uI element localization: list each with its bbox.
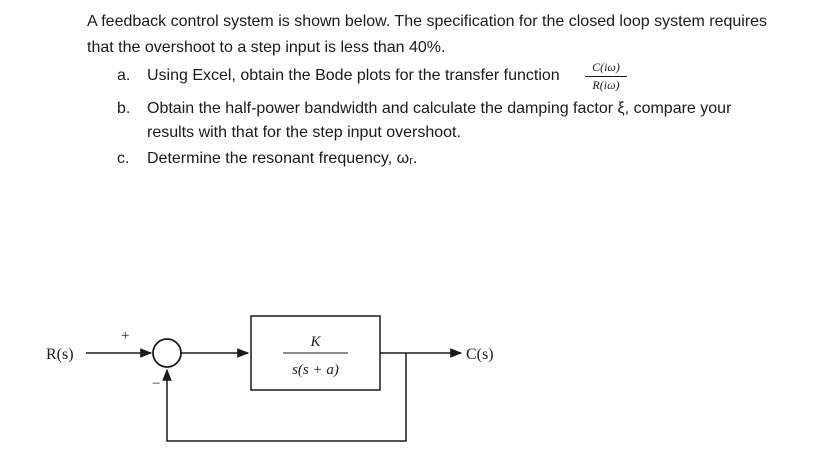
input-label: R(s) [46, 346, 74, 363]
intro-line-2: that the overshoot to a step input is less than 40%. [87, 39, 446, 56]
minus-sign: − [152, 376, 161, 392]
item-b-text-line-1: Obtain the half-power bandwidth and calculate the damping factor ξ, compare your [147, 100, 732, 117]
item-a-text: Using Excel, obtain the Bode plots for the transfer function [147, 67, 560, 84]
item-c-text: Determine the resonant frequency, ωᵣ. [147, 150, 418, 167]
item-b-text-line-2: results with that for the step input overshoot. [147, 124, 461, 141]
plus-sign: + [121, 328, 130, 344]
transfer-function-numerator: C(iω) [592, 60, 620, 74]
block-denominator: s(s + a) [292, 362, 339, 378]
transfer-function-denominator: R(iω) [592, 78, 620, 92]
item-a-marker: a. [117, 67, 131, 84]
summing-junction [153, 339, 181, 367]
intro-line-1: A feedback control system is shown below. The specification for the closed loop system requires [87, 13, 768, 30]
item-c-marker: c. [117, 150, 130, 167]
output-label: C(s) [466, 346, 494, 363]
item-b-marker: b. [117, 100, 131, 117]
block-numerator: K [310, 334, 321, 350]
